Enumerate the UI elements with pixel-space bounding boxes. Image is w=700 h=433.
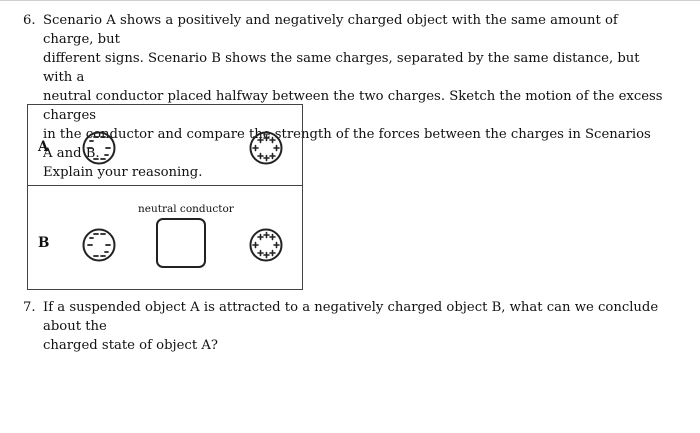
positive-charge-icon bbox=[248, 227, 284, 263]
question-6-line-1: Scenario A shows a positively and negatively charged object with the same amount of charge, but bbox=[43, 13, 618, 47]
question-7-number: 7. bbox=[23, 300, 36, 315]
positive-charge-icon bbox=[248, 130, 284, 166]
negative-charge-icon bbox=[81, 227, 117, 263]
question-7-text bbox=[43, 298, 663, 355]
question-6-line-5: Explain your reasoning. bbox=[43, 165, 203, 180]
question-6-line-2: different signs. Scenario B shows the same charges, separated by the same distance, but with a bbox=[43, 51, 640, 85]
question-7-line-1: If a suspended object A is attracted to a negatively charged object B, what can we conclude about the bbox=[43, 300, 659, 334]
scenario-figure bbox=[27, 104, 303, 290]
top-rule bbox=[0, 0, 700, 1]
scenario-divider bbox=[28, 185, 302, 186]
scenario-b-label: B bbox=[38, 235, 50, 251]
neutral-conductor bbox=[156, 218, 206, 268]
negative-charge-icon bbox=[81, 130, 117, 166]
conductor-caption: neutral conductor bbox=[138, 203, 234, 215]
question-6-line-3: neutral conductor placed halfway between the two charges. Sketch the motion of the excess charges bbox=[43, 89, 663, 123]
question-6-line-4: in the conductor and compare the strength of the forces between the charges in Scenarios A and B. bbox=[43, 127, 651, 161]
scenario-a-label: A bbox=[38, 139, 49, 155]
question-6-number: 6. bbox=[23, 13, 36, 28]
question-7-line-2: charged state of object A? bbox=[43, 338, 218, 353]
